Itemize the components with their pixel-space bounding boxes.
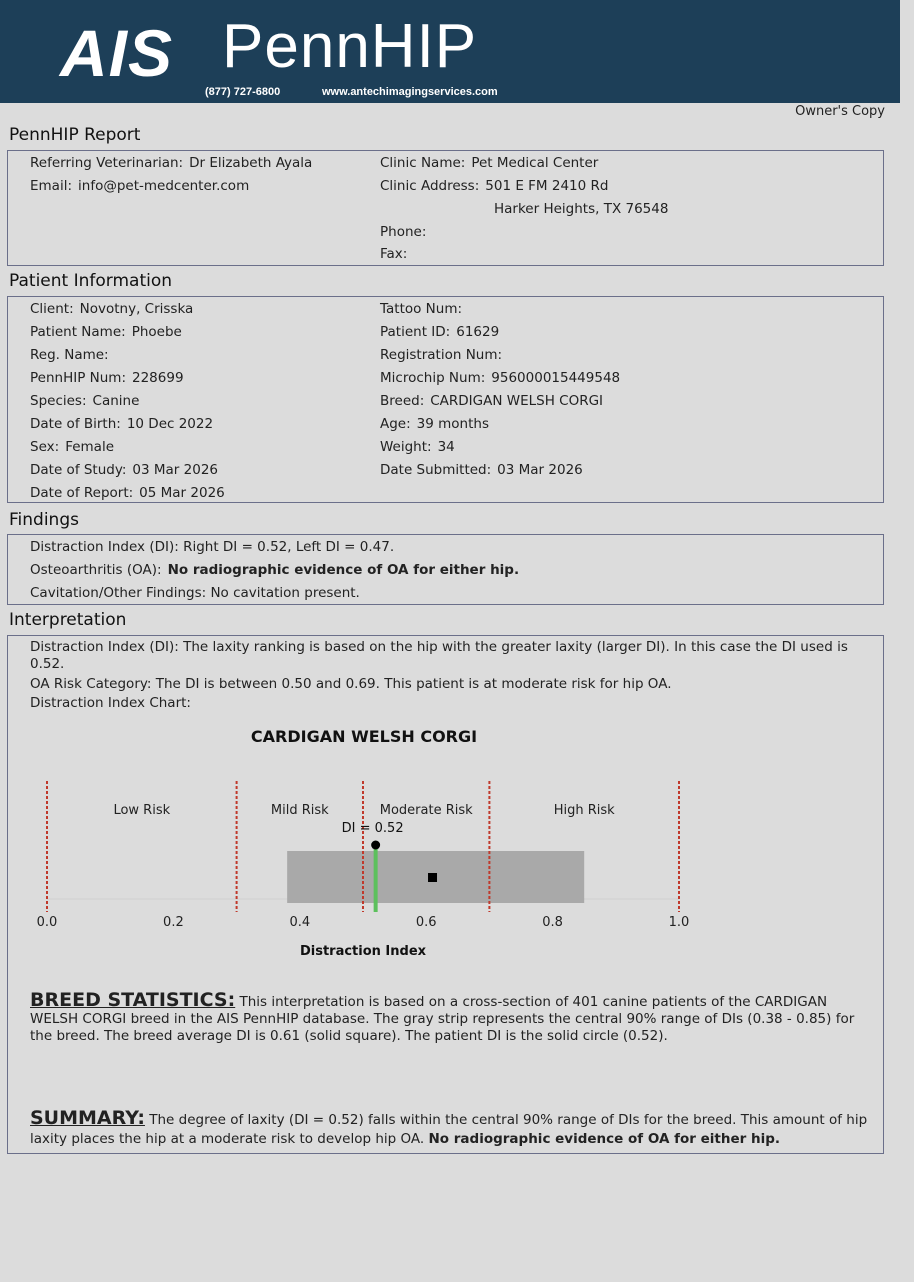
patient-name xyxy=(30,324,182,340)
chart-title: CARDIGAN WELSH CORGI xyxy=(250,727,478,746)
x-tick-label: 0.2 xyxy=(163,915,184,930)
x-tick-label: 1.0 xyxy=(668,915,690,930)
species xyxy=(30,393,139,409)
findings-di: Distraction Index (DI): Right DI = 0.52, Left DI = 0.47. xyxy=(30,539,395,555)
breed-average-marker xyxy=(428,873,437,882)
pennhip-num-value: 228699 xyxy=(132,370,184,386)
breed-label: Breed: xyxy=(380,393,425,409)
header-phone: (877) 727-6800 xyxy=(205,86,281,98)
patient-di-label: DI = 0.52 xyxy=(341,821,404,836)
risk-zone-label: Moderate Risk xyxy=(379,803,473,818)
species-label: Species: xyxy=(30,393,87,409)
report-box xyxy=(7,150,884,266)
clinic-address-label: Clinic Address: xyxy=(380,178,480,194)
pennhip-num xyxy=(30,370,184,386)
owners-copy-label: Owner's Copy xyxy=(795,104,885,119)
email-value: info@pet-medcenter.com xyxy=(78,178,250,194)
sex-label: Sex: xyxy=(30,439,60,455)
summary-text: The degree of laxity (DI = 0.52) falls within the central 90% range of DIs for the breed. This amount of hip laxity places the hip at a moderate risk to develop hip OA. xyxy=(30,1112,868,1147)
tattoo-label: Tattoo Num: xyxy=(380,301,463,317)
breed xyxy=(380,393,603,409)
pennhip-num-label: PennHIP Num: xyxy=(30,370,126,386)
microchip-label: Microchip Num: xyxy=(380,370,486,386)
patient-id xyxy=(380,324,499,340)
findings-oa-label: Osteoarthritis (OA): xyxy=(30,562,162,578)
x-tick-label: 0.0 xyxy=(36,915,58,930)
pennhip-logo: PennHIP xyxy=(222,12,478,81)
age-label: Age: xyxy=(380,416,411,432)
date-of-study xyxy=(30,462,218,478)
date-of-birth xyxy=(30,416,213,432)
header-website: www.antechimagingservices.com xyxy=(322,86,498,98)
findings-cavitation: Cavitation/Other Findings: No cavitation present. xyxy=(30,585,360,601)
interp-di-text: Distraction Index (DI): The laxity ranking is based on the hip with the greater laxity (larger DI). In this case the DI used is 0.52. xyxy=(30,639,848,672)
reg-name-label: Reg. Name: xyxy=(30,347,109,363)
client-label: Client: xyxy=(30,301,74,317)
date-submitted xyxy=(380,462,583,478)
x-tick-label: 0.6 xyxy=(415,915,437,930)
species-value: Canine xyxy=(92,393,140,409)
date-report-value: 05 Mar 2026 xyxy=(139,485,225,501)
clinic-address-line2: Harker Heights, TX 76548 xyxy=(494,201,669,217)
breed-value: CARDIGAN WELSH CORGI xyxy=(430,393,604,409)
interpretation-box xyxy=(7,635,884,1154)
header-banner xyxy=(0,0,900,103)
ais-logo: AIS xyxy=(60,16,174,90)
clinic-name-label: Clinic Name: xyxy=(380,155,466,171)
microchip xyxy=(380,370,620,386)
interp-chart-label: Distraction Index Chart: xyxy=(30,695,191,711)
referring-vet xyxy=(30,155,312,171)
summary-heading: SUMMARY: xyxy=(30,1107,145,1129)
x-tick-label: 0.4 xyxy=(289,915,311,930)
client-value: Novotny, Crisska xyxy=(79,301,194,317)
weight xyxy=(380,439,455,455)
email-label: Email: xyxy=(30,178,73,194)
age-value: 39 months xyxy=(416,416,489,432)
date-study-value: 03 Mar 2026 xyxy=(132,462,218,478)
findings-oa-value: No radiographic evidence of OA for either hip. xyxy=(167,562,520,578)
date-study-label: Date of Study: xyxy=(30,462,127,478)
clinic-address-line1: 501 E FM 2410 Rd xyxy=(485,178,609,194)
patient-id-value: 61629 xyxy=(456,324,500,340)
referring-vet-label: Referring Veterinarian: xyxy=(30,155,184,171)
interp-oa-risk: OA Risk Category: The DI is between 0.50 and 0.69. This patient is at moderate risk for hip OA. xyxy=(30,676,672,692)
x-tick-label: 0.8 xyxy=(542,915,563,930)
patient-title: Patient Information xyxy=(9,271,173,291)
findings-box xyxy=(7,534,884,605)
fax-label: Fax: xyxy=(380,246,408,262)
phone-label: Phone: xyxy=(380,224,427,240)
summary-bold: No radiographic evidence of OA for either hip. xyxy=(428,1131,781,1147)
interpretation-title: Interpretation xyxy=(9,610,127,630)
patient-name-label: Patient Name: xyxy=(30,324,126,340)
date-report-label: Date of Report: xyxy=(30,485,134,501)
breed-stats-text: This interpretation is based on a cross-section of 401 canine patients of the CARDIGAN WELSH CORGI breed in the AIS PennHIP database. The gray strip represents the central 90% range of DIs (0.38 - 0.85) for the breed. The breed average DI is 0.61 (solid square). The patient DI is the solid circle (0.52). xyxy=(30,994,855,1044)
microchip-value: 956000015449548 xyxy=(491,370,621,386)
chart-xlabel: Distraction Index xyxy=(299,944,427,959)
patient-id-label: Patient ID: xyxy=(380,324,451,340)
clinic-name-value: Pet Medical Center xyxy=(471,155,599,171)
sex-value: Female xyxy=(65,439,114,455)
risk-zone-label: High Risk xyxy=(553,803,615,818)
date-submitted-value: 03 Mar 2026 xyxy=(497,462,583,478)
findings-title: Findings xyxy=(9,510,79,530)
di-chart xyxy=(8,716,883,976)
email xyxy=(30,178,249,194)
breed-statistics xyxy=(30,989,875,1045)
risk-zone-label: Mild Risk xyxy=(270,803,329,818)
dob-label: Date of Birth: xyxy=(30,416,121,432)
risk-zone-label: Low Risk xyxy=(113,803,171,818)
date-of-report xyxy=(30,485,225,501)
weight-label: Weight: xyxy=(380,439,432,455)
date-submitted-label: Date Submitted: xyxy=(380,462,492,478)
findings-oa xyxy=(30,562,519,578)
summary xyxy=(30,1109,875,1149)
clinic-address xyxy=(380,178,608,194)
patient-box xyxy=(7,296,884,503)
dob-value: 10 Dec 2022 xyxy=(126,416,214,432)
client xyxy=(30,301,193,317)
patient-name-value: Phoebe xyxy=(131,324,182,340)
breed-stats-heading: BREED STATISTICS: xyxy=(30,989,236,1011)
report-title: PennHIP Report xyxy=(9,125,141,145)
referring-vet-value: Dr Elizabeth Ayala xyxy=(189,155,313,171)
age xyxy=(380,416,489,432)
registration-label: Registration Num: xyxy=(380,347,503,363)
patient-di-marker xyxy=(371,841,380,850)
weight-value: 34 xyxy=(437,439,455,455)
sex xyxy=(30,439,114,455)
clinic-name xyxy=(380,155,598,171)
